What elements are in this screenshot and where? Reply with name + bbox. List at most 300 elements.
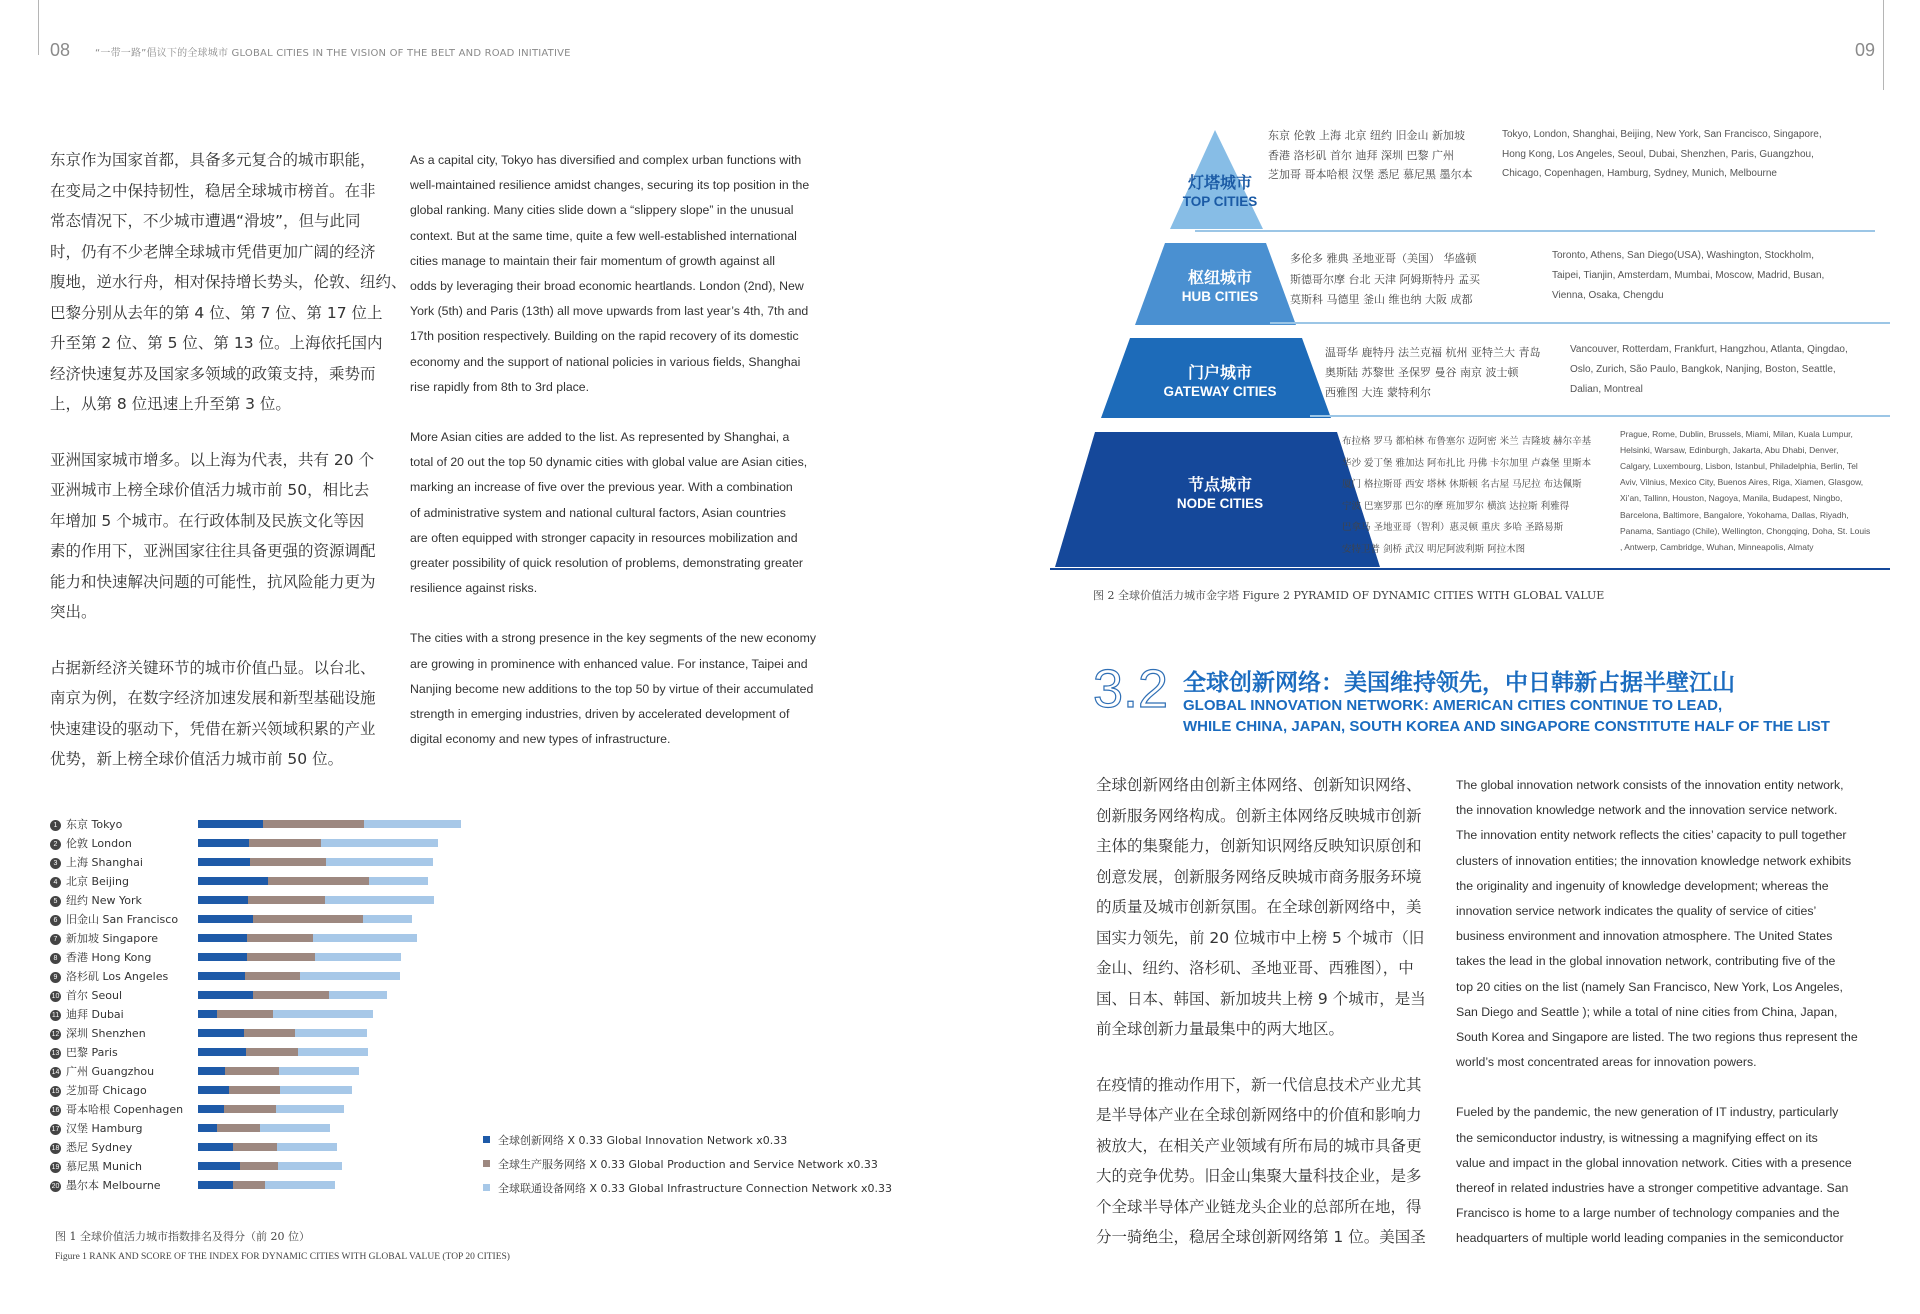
city-name: 首尔 Seoul bbox=[66, 989, 123, 1002]
legend-swatch bbox=[483, 1184, 490, 1191]
text-line: 东京作为国家首都，具备多元复合的城市职能， bbox=[50, 151, 376, 169]
bar-segment-series-3 bbox=[280, 1086, 352, 1094]
bar-segment-series-3 bbox=[364, 820, 461, 828]
pyramid-tier-title bbox=[1160, 268, 1280, 306]
rank-badge: 10 bbox=[51, 993, 60, 1000]
city-name: 新加坡 Singapore bbox=[66, 932, 158, 945]
stacked-bar bbox=[198, 1105, 344, 1113]
text-line: greater possibility of quick resolution of problems, demonstrating greater bbox=[410, 556, 804, 571]
figure2-pyramid bbox=[1050, 125, 1890, 575]
city-label bbox=[50, 1157, 195, 1176]
bar-segment-series-3 bbox=[329, 991, 387, 999]
tier-cities-en-line: Toronto, Athens, San Diego(USA), Washington, Stockholm, bbox=[1552, 250, 1814, 261]
text-line: 快速建设的驱动下，凭借在新兴领域积累的产业 bbox=[50, 719, 376, 738]
text-line: South Korea and Singapore are listed. The two regions thus represent the bbox=[1456, 1030, 1858, 1045]
section-title-zh: 全球创新网络：美国维持领先，中日韩新占据半壁江山 bbox=[1183, 670, 1735, 696]
running-head: “一带一路”倡议下的全球城市 GLOBAL CITIES IN THE VISION OF THE BELT AND ROAD INITIATIVE bbox=[95, 48, 571, 59]
city-name: 东京 Tokyo bbox=[66, 818, 123, 831]
bar-segment-series-2 bbox=[217, 1010, 273, 1018]
bar-segment-series-3 bbox=[273, 1010, 373, 1018]
stacked-bar bbox=[198, 820, 461, 828]
city-label bbox=[50, 891, 195, 910]
bar-segment-series-2 bbox=[249, 839, 321, 847]
text-line: the innovation knowledge network and the innovation service network. bbox=[1456, 803, 1838, 818]
tier-cities-zh-line: 西雅图 大连 蒙特利尔 bbox=[1325, 386, 1431, 399]
bar-segment-series-2 bbox=[250, 858, 326, 866]
city-name: 北京 Beijing bbox=[66, 875, 129, 888]
tier-cities-en-line: Prague, Rome, Dublin, Brussels, Miami, Milan, Kuala Lumpur, bbox=[1620, 429, 1853, 439]
text-line: clusters of innovation entities; the innovation knowledge network exhibits bbox=[1456, 853, 1852, 868]
stacked-bar bbox=[198, 1086, 352, 1094]
paragraph bbox=[1456, 1100, 1891, 1251]
text-line: world’s most concentrated areas for innovation powers. bbox=[1456, 1055, 1757, 1070]
text-line: Fueled by the pandemic, the new generation of IT industry, particularly bbox=[1456, 1105, 1839, 1120]
text-line: The innovation entity network reflects the cities’ capacity to pull together bbox=[1456, 828, 1847, 843]
city-label bbox=[50, 1024, 195, 1043]
bar-segment-series-1 bbox=[198, 839, 249, 847]
rank-badge: 18 bbox=[51, 1145, 60, 1152]
city-label bbox=[50, 986, 195, 1005]
city-name: 汉堡 Hamburg bbox=[66, 1122, 143, 1135]
figure1-caption-en: Figure 1 RANK AND SCORE OF THE INDEX FOR DYNAMIC CITIES WITH GLOBAL VALUE (TOP 20 CITIES) bbox=[55, 1252, 510, 1262]
bar-segment-series-2 bbox=[268, 877, 369, 885]
tier-divider-line bbox=[1195, 230, 1875, 232]
city-label bbox=[50, 1062, 195, 1081]
text-line: 个全球半导体产业链龙头企业的总部所在地，得 bbox=[1096, 1197, 1422, 1216]
tier-cities-en-line: Vienna, Osaka, Chengdu bbox=[1552, 290, 1664, 301]
bar-segment-series-1 bbox=[198, 1162, 240, 1170]
city-name: 迪拜 Dubai bbox=[66, 1008, 124, 1021]
city-label bbox=[50, 1043, 195, 1062]
text-line: 素的作用下，亚洲国家往往具备更强的资源调配 bbox=[50, 542, 376, 560]
text-line: 全球创新网络由创新主体网络、创新知识网络、 bbox=[1096, 776, 1422, 794]
city-label bbox=[50, 929, 195, 948]
stacked-bar bbox=[198, 915, 412, 923]
rank-badge: 12 bbox=[51, 1031, 60, 1038]
city-name: 纽约 New York bbox=[66, 894, 142, 907]
text-line: 南京为例，在数字经济加速发展和新型基础设施 bbox=[50, 689, 376, 707]
text-line: 金山、纽约、洛杉矶、圣地亚哥、西雅图），中 bbox=[1096, 959, 1414, 977]
bar-segment-series-1 bbox=[198, 896, 248, 904]
legend-label: 全球联通设备网络 X 0.33 Global Infrastructure Connection Network x0.33 bbox=[498, 1182, 893, 1195]
stacked-bar bbox=[198, 1067, 359, 1075]
left-margin-rule bbox=[38, 0, 39, 55]
tier-divider-line bbox=[1270, 322, 1890, 324]
stacked-bar bbox=[198, 839, 438, 847]
right-chinese-body bbox=[1096, 770, 1431, 1253]
text-line: business environment and innovation atmosphere. The United States bbox=[1456, 929, 1833, 944]
text-line: 占据新经济关键环节的城市价值凸显。以台北、 bbox=[50, 658, 376, 677]
text-line: digital economy and new types of infrastructure. bbox=[410, 732, 671, 747]
stacked-bar bbox=[198, 1029, 367, 1037]
text-line: innovation service network indicates the quality of service of cities’ bbox=[1456, 904, 1817, 919]
paragraph bbox=[410, 626, 840, 752]
legend-label: 全球创新网络 X 0.33 Global Innovation Network x0.33 bbox=[498, 1134, 788, 1147]
bar-segment-series-1 bbox=[198, 877, 268, 885]
rank-badge: 8 bbox=[50, 953, 61, 964]
stacked-bar bbox=[198, 1010, 373, 1018]
tier-name-zh: 灯塔城市 bbox=[1187, 173, 1252, 192]
tier-cities-zh-line: 多伦多 雅典 圣地亚哥（美国） 华盛顿 bbox=[1290, 252, 1477, 265]
text-line: 升至第 2 位、第 5 位、第 13 位。上海依托国内 bbox=[50, 334, 383, 352]
city-label bbox=[50, 834, 195, 853]
bar-segment-series-2 bbox=[240, 1162, 278, 1170]
text-line: global ranking. Many cities slide down a “slippery slope” in the unusual bbox=[410, 203, 794, 218]
left-english-body bbox=[410, 148, 840, 752]
city-label bbox=[50, 1119, 195, 1138]
paragraph bbox=[50, 445, 380, 628]
rank-badge: 7 bbox=[50, 934, 61, 945]
text-line: odds by leveraging their broad economic heartlands. London (2nd), New bbox=[410, 279, 804, 294]
rank-badge: 3 bbox=[50, 858, 61, 869]
bar-segment-series-3 bbox=[265, 1181, 335, 1189]
stacked-bar bbox=[198, 972, 400, 980]
text-line: 国、日本、韩国、新加坡共上榜 9 个城市，是当 bbox=[1096, 989, 1426, 1008]
text-line: Francisco is home to a large number of technology companies and the bbox=[1456, 1206, 1840, 1221]
text-line: The global innovation network consists of the innovation entity network, bbox=[1456, 778, 1844, 792]
bar-segment-series-3 bbox=[277, 1143, 336, 1151]
text-line: 前全球创新力量最集中的两大地区。 bbox=[1096, 1020, 1345, 1038]
bar-segment-series-2 bbox=[233, 1181, 264, 1189]
tier-cities-zh-line: 巴拿马 圣地亚哥（智利）惠灵顿 重庆 多哈 圣路易斯 bbox=[1342, 522, 1564, 533]
city-label bbox=[50, 1100, 195, 1119]
text-line: 是半导体产业在全球创新网络中的价值和影响力 bbox=[1096, 1106, 1422, 1124]
bar-segment-series-2 bbox=[253, 915, 363, 923]
bar-segment-series-1 bbox=[198, 991, 253, 999]
rank-badge: 11 bbox=[51, 1012, 60, 1019]
text-line: 巴黎分别从去年的第 4 位、第 7 位、第 17 位上 bbox=[50, 303, 383, 322]
text-line: are often equipped with stronger capacity in resources mobilization and bbox=[410, 530, 798, 545]
text-line: 主体的集聚能力，创新知识网络反映知识原创和 bbox=[1096, 837, 1422, 855]
legend-item bbox=[483, 1129, 903, 1153]
text-line: 腹地，逆水行舟，相对保持增长势头，伦敦、纽约、 bbox=[50, 273, 407, 291]
city-name: 哥本哈根 Copenhagen bbox=[66, 1103, 184, 1116]
rank-badge: 4 bbox=[50, 877, 61, 888]
tier-cities-zh-line: 厦门 格拉斯哥 西安 塔林 休斯顿 名古屋 马尼拉 布达佩斯 bbox=[1342, 479, 1582, 490]
text-line: 17th position respectively. Building on the rapid recovery of its domestic bbox=[410, 329, 799, 344]
tier-cities-en-line: Vancouver, Rotterdam, Frankfurt, Hangzhou, Atlanta, Qingdao, bbox=[1570, 344, 1848, 355]
city-name: 旧金山 San Francisco bbox=[66, 913, 179, 926]
paragraph bbox=[50, 145, 407, 420]
city-label bbox=[50, 1176, 195, 1195]
tier-cities-en-line: , Antwerp, Cambridge, Wuhan, Minneapolis, Almaty bbox=[1620, 541, 1814, 552]
stacked-bar bbox=[198, 1162, 342, 1170]
city-label bbox=[50, 948, 195, 967]
tier-cities-en-line: Panama, Santiago (Chile), Wellington, Chongqing, Doha, St. Louis bbox=[1620, 525, 1871, 536]
bar-segment-series-3 bbox=[260, 1124, 330, 1132]
text-line: 亚洲国家城市增多。以上海为代表，共有 20 个 bbox=[50, 450, 375, 469]
text-line: San Diego and Seattle ); while a total of nine cities from China, Japan, bbox=[1456, 1004, 1838, 1019]
text-line: thereof in related industries have a stronger competitive advantage. San bbox=[1456, 1181, 1849, 1196]
city-label bbox=[50, 1081, 195, 1100]
tier-cities-en-line: Taipei, Tianjin, Amsterdam, Mumbai, Moscow, Madrid, Busan, bbox=[1552, 270, 1825, 281]
bar-segment-series-3 bbox=[363, 915, 412, 923]
bar-segment-series-3 bbox=[315, 953, 401, 961]
tier-cities-en-line: Chicago, Copenhagen, Hamburg, Sydney, Munich, Melbourne bbox=[1502, 168, 1777, 179]
bar-segment-series-3 bbox=[279, 1067, 359, 1075]
bar-segment-series-2 bbox=[224, 1105, 276, 1113]
bar-segment-series-2 bbox=[229, 1086, 279, 1094]
text-line: economy and the support of national policies in various fields, Shanghai bbox=[410, 354, 801, 369]
text-line: the semiconductor industry, is witnessing a magnifying effect on its bbox=[1456, 1130, 1818, 1145]
text-line: 被放大，在相关产业领域有所布局的城市具备更 bbox=[1096, 1136, 1422, 1155]
text-line: 年增加 5 个城市。在行政体制及民族文化等因 bbox=[50, 511, 365, 530]
tier-cities-zh-line: 温哥华 鹿特丹 法兰克福 杭州 亚特兰大 青岛 bbox=[1325, 346, 1541, 359]
bar-segment-series-3 bbox=[321, 839, 438, 847]
tier-cities-zh-line: 香港 洛杉矶 首尔 迪拜 深圳 巴黎 广州 bbox=[1268, 148, 1454, 162]
city-name: 慕尼黑 Munich bbox=[66, 1160, 143, 1173]
text-line: headquarters of multiple world leading companies in the semiconductor bbox=[1456, 1231, 1844, 1246]
tier-cities-en-line: Calgary, Luxembourg, Lisbon, Istanbul, Philadelphia, Berlin, Tel bbox=[1620, 461, 1858, 472]
text-line: cities manage to maintain their fair momentum of growth against all bbox=[410, 253, 775, 268]
bar-segment-series-3 bbox=[313, 934, 417, 942]
text-line: 经济快速复苏及国家多领域的政策支持，乘势而 bbox=[50, 364, 376, 383]
bar-segment-series-2 bbox=[253, 991, 330, 999]
pyramid-tier-title bbox=[1160, 173, 1280, 211]
bar-segment-series-1 bbox=[198, 1124, 217, 1132]
stacked-bar bbox=[198, 877, 428, 885]
city-label bbox=[50, 815, 195, 834]
tier-cities-en-line: Tokyo, London, Shanghai, Beijing, New York, San Francisco, Singapore, bbox=[1502, 129, 1822, 140]
text-line: York (5th) and Paris (13th) all move upwards from last year’s 4th, 7th and bbox=[410, 304, 809, 319]
stacked-bar bbox=[198, 1048, 368, 1056]
tier-cities-en-line: Dalian, Montreal bbox=[1570, 384, 1643, 395]
paragraph bbox=[1096, 1070, 1431, 1253]
bar-segment-series-1 bbox=[198, 1181, 233, 1189]
rank-badge: 15 bbox=[51, 1088, 60, 1095]
text-line: 常态情况下，不少城市遭遇“滑坡”，但与此同 bbox=[50, 212, 361, 230]
bar-segment-series-3 bbox=[326, 858, 433, 866]
right-page-number: 09 bbox=[1855, 40, 1876, 60]
figure2-caption-text: 图 2 全球价值活力城市金字塔 Figure 2 PYRAMID OF DYNAMIC CITIES WITH GLOBAL VALUE bbox=[1093, 589, 1605, 602]
text-line: As a capital city, Tokyo has diversified and complex urban functions with bbox=[410, 153, 802, 167]
bar-segment-series-2 bbox=[263, 820, 364, 828]
bar-segment-series-2 bbox=[233, 1143, 277, 1151]
stacked-bar bbox=[198, 991, 387, 999]
text-line: the originality and ingenuity of knowledge development; whereas the bbox=[1456, 878, 1829, 893]
tier-cities-zh-line: 安特卫普 剑桥 武汉 明尼阿波利斯 阿拉木图 bbox=[1342, 543, 1526, 555]
rank-badge: 20 bbox=[51, 1183, 60, 1190]
rank-badge: 14 bbox=[51, 1069, 60, 1076]
city-name: 巴黎 Paris bbox=[66, 1046, 118, 1059]
text-line: 亚洲城市上榜全球价值活力城市前 50，相比去 bbox=[50, 481, 370, 499]
section-title-en-line2: WHILE CHINA, JAPAN, SOUTH KOREA AND SINGAPORE CONSTITUTE HALF OF THE LIST bbox=[1183, 718, 1830, 735]
text-line: 在疫情的推动作用下，新一代信息技术产业尤其 bbox=[1096, 1075, 1422, 1094]
bar-segment-series-1 bbox=[198, 858, 250, 866]
text-line: 的质量及城市创新氛围。在全球创新网络中，美 bbox=[1096, 898, 1422, 916]
text-line: 突出。 bbox=[50, 603, 97, 621]
stacked-bar bbox=[198, 953, 401, 961]
bar-segment-series-3 bbox=[298, 1048, 368, 1056]
tier-cities-en-line: Hong Kong, Los Angeles, Seoul, Dubai, Shenzhen, Paris, Guangzhou, bbox=[1502, 148, 1814, 160]
text-line: 分一骑绝尘，稳居全球创新网络第 1 位。美国圣 bbox=[1096, 1228, 1426, 1246]
bar-segment-series-2 bbox=[245, 972, 300, 980]
bar-segment-series-1 bbox=[198, 915, 253, 923]
text-line: 创新服务网络构成。创新主体网络反映城市创新 bbox=[1096, 806, 1422, 825]
legend-swatch bbox=[483, 1160, 490, 1167]
figure1-chart bbox=[50, 815, 910, 1200]
city-name: 广州 Guangzhou bbox=[66, 1065, 155, 1078]
text-line: The cities with a strong presence in the key segments of the new economy bbox=[410, 631, 817, 646]
bar-segment-series-1 bbox=[198, 972, 245, 980]
tier-cities-zh-line: 奥斯陆 苏黎世 圣保罗 曼谷 南京 波士顿 bbox=[1325, 366, 1519, 379]
city-name: 洛杉矶 Los Angeles bbox=[66, 970, 169, 983]
text-line: top 20 cities on the list (namely San Francisco, New York, Los Angeles, bbox=[1456, 979, 1843, 994]
city-label bbox=[50, 910, 195, 929]
bar-segment-series-3 bbox=[278, 1162, 342, 1170]
stacked-bar bbox=[198, 1181, 335, 1189]
rank-badge: 13 bbox=[51, 1050, 60, 1057]
pyramid-base-line bbox=[1050, 568, 1890, 570]
paragraph bbox=[50, 653, 380, 775]
bar-segment-series-1 bbox=[198, 1029, 244, 1037]
city-label bbox=[50, 967, 195, 986]
stacked-bar bbox=[198, 1124, 330, 1132]
legend-item bbox=[483, 1177, 903, 1201]
text-line: resilience against risks. bbox=[410, 581, 538, 596]
bar-segment-series-3 bbox=[325, 896, 434, 904]
city-label bbox=[50, 853, 195, 872]
tier-cities-en-line: Aviv, Vilnius, Mexico City, Buenos Aires, Riga, Xiamen, Glasgow, bbox=[1620, 477, 1864, 488]
tier-cities-en-line: Barcelona, Baltimore, Bangalore, Yokohama, Dallas, Riyadh, bbox=[1620, 509, 1849, 520]
text-line: total of 20 out the top 50 dynamic cities with global value are Asian cities, bbox=[410, 455, 808, 470]
tier-cities-en-line: Xi’an, Tallinn, Houston, Nagoya, Manila, Budapest, Ningbo, bbox=[1620, 493, 1843, 504]
right-english-body bbox=[1456, 773, 1891, 1252]
city-name: 伦敦 London bbox=[66, 837, 132, 850]
tier-name-zh: 枢纽城市 bbox=[1187, 268, 1252, 287]
bar-segment-series-1 bbox=[198, 820, 263, 828]
bar-segment-series-3 bbox=[276, 1105, 344, 1113]
city-name: 香港 Hong Kong bbox=[66, 951, 152, 964]
text-line: well-maintained resilience amidst changes, securing its top position in the bbox=[410, 178, 810, 193]
stacked-bar bbox=[198, 896, 434, 904]
tier-name-zh: 节点城市 bbox=[1187, 475, 1252, 494]
bar-segment-series-1 bbox=[198, 1067, 225, 1075]
text-line: value and impact in the global innovation network. Cities with a presence bbox=[1456, 1155, 1852, 1170]
stacked-bar bbox=[198, 1143, 337, 1151]
tier-name-en: TOP CITIES bbox=[1182, 194, 1258, 209]
text-line: 国实力领先，前 20 位城市中上榜 5 个城市（旧 bbox=[1096, 928, 1425, 947]
legend-swatch bbox=[483, 1136, 490, 1143]
bar-segment-series-2 bbox=[248, 896, 325, 904]
text-line: are growing in prominence with enhanced value. For instance, Taipei and bbox=[410, 656, 808, 671]
city-label bbox=[50, 872, 195, 891]
text-line: 能力和快速解决问题的可能性，抗风险能力更为 bbox=[50, 572, 376, 591]
city-name: 墨尔本 Melbourne bbox=[66, 1179, 161, 1192]
tier-divider-line bbox=[1310, 415, 1890, 417]
bar-segment-series-2 bbox=[244, 1029, 295, 1037]
city-label bbox=[50, 1138, 195, 1157]
text-line: 优势，新上榜全球价值活力城市前 50 位。 bbox=[50, 750, 344, 768]
rank-badge: 6 bbox=[50, 915, 61, 926]
bar-segment-series-1 bbox=[198, 1086, 229, 1094]
bar-segment-series-2 bbox=[247, 934, 313, 942]
paragraph bbox=[1456, 773, 1891, 1075]
rank-badge: 16 bbox=[51, 1107, 60, 1114]
tier-cities-zh-line: 布拉格 罗马 都柏林 布鲁塞尔 迈阿密 米兰 吉隆坡 赫尔辛基 bbox=[1342, 436, 1592, 447]
tier-name-en: NODE CITIES bbox=[1176, 496, 1264, 511]
legend-label: 全球生产服务网络 X 0.33 Global Production and Service Network x0.33 bbox=[498, 1158, 878, 1171]
pyramid-tier-title bbox=[1120, 475, 1320, 513]
text-line: 创意发展，创新服务网络反映城市商务服务环境 bbox=[1096, 867, 1422, 886]
bar-segment-series-2 bbox=[246, 1048, 298, 1056]
text-line: of administrative system and national cultural factors, Asian countries bbox=[410, 505, 786, 520]
text-line: Nanjing become new additions to the top 50 by virtue of their accumulated bbox=[410, 681, 814, 696]
paragraph bbox=[1096, 770, 1431, 1045]
bar-segment-series-3 bbox=[369, 877, 428, 885]
section-title-en-line1: GLOBAL INNOVATION NETWORK: AMERICAN CITIES CONTINUE TO LEAD, bbox=[1183, 697, 1723, 714]
section-number: 3.2 bbox=[1093, 659, 1169, 719]
right-margin-rule bbox=[1883, 0, 1884, 90]
city-name: 芝加哥 Chicago bbox=[66, 1084, 147, 1097]
bar-segment-series-1 bbox=[198, 1143, 233, 1151]
figure1-caption-zh: 图 1 全球价值活力城市指数排名及得分（前 20 位） bbox=[55, 1230, 310, 1243]
figure1-city-labels bbox=[50, 815, 195, 1195]
left-page-number: 08 bbox=[50, 40, 71, 60]
text-line: 大的竞争优势。旧金山集聚大量科技企业，是多 bbox=[1096, 1167, 1422, 1185]
city-name: 上海 Shanghai bbox=[66, 856, 143, 869]
text-line: marking an increase of five over the previous year. With a combination bbox=[410, 480, 793, 495]
rank-badge: 1 bbox=[50, 820, 61, 831]
bar-segment-series-1 bbox=[198, 1048, 246, 1056]
tier-cities-zh-line: 宁波 巴塞罗那 巴尔的摩 班加罗尔 横滨 达拉斯 利雅得 bbox=[1342, 500, 1570, 512]
tier-cities-zh-line: 华沙 爱丁堡 雅加达 阿布扎比 丹佛 卡尔加里 卢森堡 里斯本 bbox=[1342, 457, 1592, 469]
text-line: context. But at the same time, quite a few well-established international bbox=[410, 228, 797, 243]
paragraph bbox=[410, 148, 840, 400]
bar-segment-series-1 bbox=[198, 953, 247, 961]
tier-cities-zh-line: 莫斯科 马德里 釜山 维也纳 大阪 成都 bbox=[1290, 293, 1473, 306]
tier-name-en: HUB CITIES bbox=[1181, 289, 1259, 304]
rank-badge: 17 bbox=[51, 1126, 60, 1133]
text-line: 上，从第 8 位迅速上升至第 3 位。 bbox=[50, 395, 291, 413]
tier-cities-zh-line: 斯德哥尔摩 台北 天津 阿姆斯特丹 孟买 bbox=[1290, 272, 1480, 286]
text-line: 在变局之中保持韧性，稳居全球城市榜首。在非 bbox=[50, 181, 376, 200]
figure1-legend bbox=[483, 1129, 903, 1201]
bar-segment-series-1 bbox=[198, 1010, 217, 1018]
bar-segment-series-1 bbox=[198, 934, 247, 942]
rank-badge: 9 bbox=[50, 972, 61, 983]
bar-segment-series-1 bbox=[198, 1105, 224, 1113]
bar-segment-series-2 bbox=[247, 953, 315, 961]
tier-cities-en-line: Helsinki, Warsaw, Edinburgh, Jakarta, Abu Dhabi, Denver, bbox=[1620, 445, 1839, 456]
paragraph bbox=[410, 425, 840, 601]
text-line: rise rapidly from 8th to 3rd place. bbox=[410, 379, 590, 394]
bar-segment-series-2 bbox=[217, 1124, 261, 1132]
tier-cities-zh-line: 芝加哥 哥本哈根 汉堡 悉尼 慕尼黑 墨尔本 bbox=[1268, 168, 1473, 181]
tier-name-zh: 门户城市 bbox=[1187, 363, 1252, 382]
stacked-bar bbox=[198, 858, 433, 866]
city-name: 深圳 Shenzhen bbox=[66, 1027, 146, 1040]
bar-segment-series-3 bbox=[295, 1029, 367, 1037]
rank-badge: 19 bbox=[51, 1164, 60, 1171]
pyramid-tier-title bbox=[1120, 363, 1320, 401]
text-line: strength in emerging industries, driven by accelerated development of bbox=[410, 707, 790, 722]
rank-badge: 2 bbox=[50, 839, 61, 850]
tier-cities-en-line: Oslo, Zurich, São Paulo, Bangkok, Nanjing, Boston, Seattle, bbox=[1570, 364, 1836, 375]
text-line: 时，仍有不少老牌全球城市凭借更加广阔的经济 bbox=[50, 242, 376, 261]
rank-badge: 5 bbox=[50, 896, 61, 907]
left-chinese-body bbox=[50, 145, 407, 775]
stacked-bar bbox=[198, 934, 417, 942]
tier-name-en: GATEWAY CITIES bbox=[1163, 384, 1277, 399]
bar-segment-series-3 bbox=[300, 972, 400, 980]
text-line: More Asian cities are added to the list. As represented by Shanghai, a bbox=[410, 430, 790, 445]
city-label bbox=[50, 1005, 195, 1024]
bar-segment-series-2 bbox=[225, 1067, 279, 1075]
legend-item bbox=[483, 1153, 903, 1177]
text-line: takes the lead in the global innovation network, contributing five of the bbox=[1456, 954, 1836, 969]
tier-cities-zh-line: 东京 伦敦 上海 北京 纽约 旧金山 新加坡 bbox=[1268, 129, 1465, 142]
